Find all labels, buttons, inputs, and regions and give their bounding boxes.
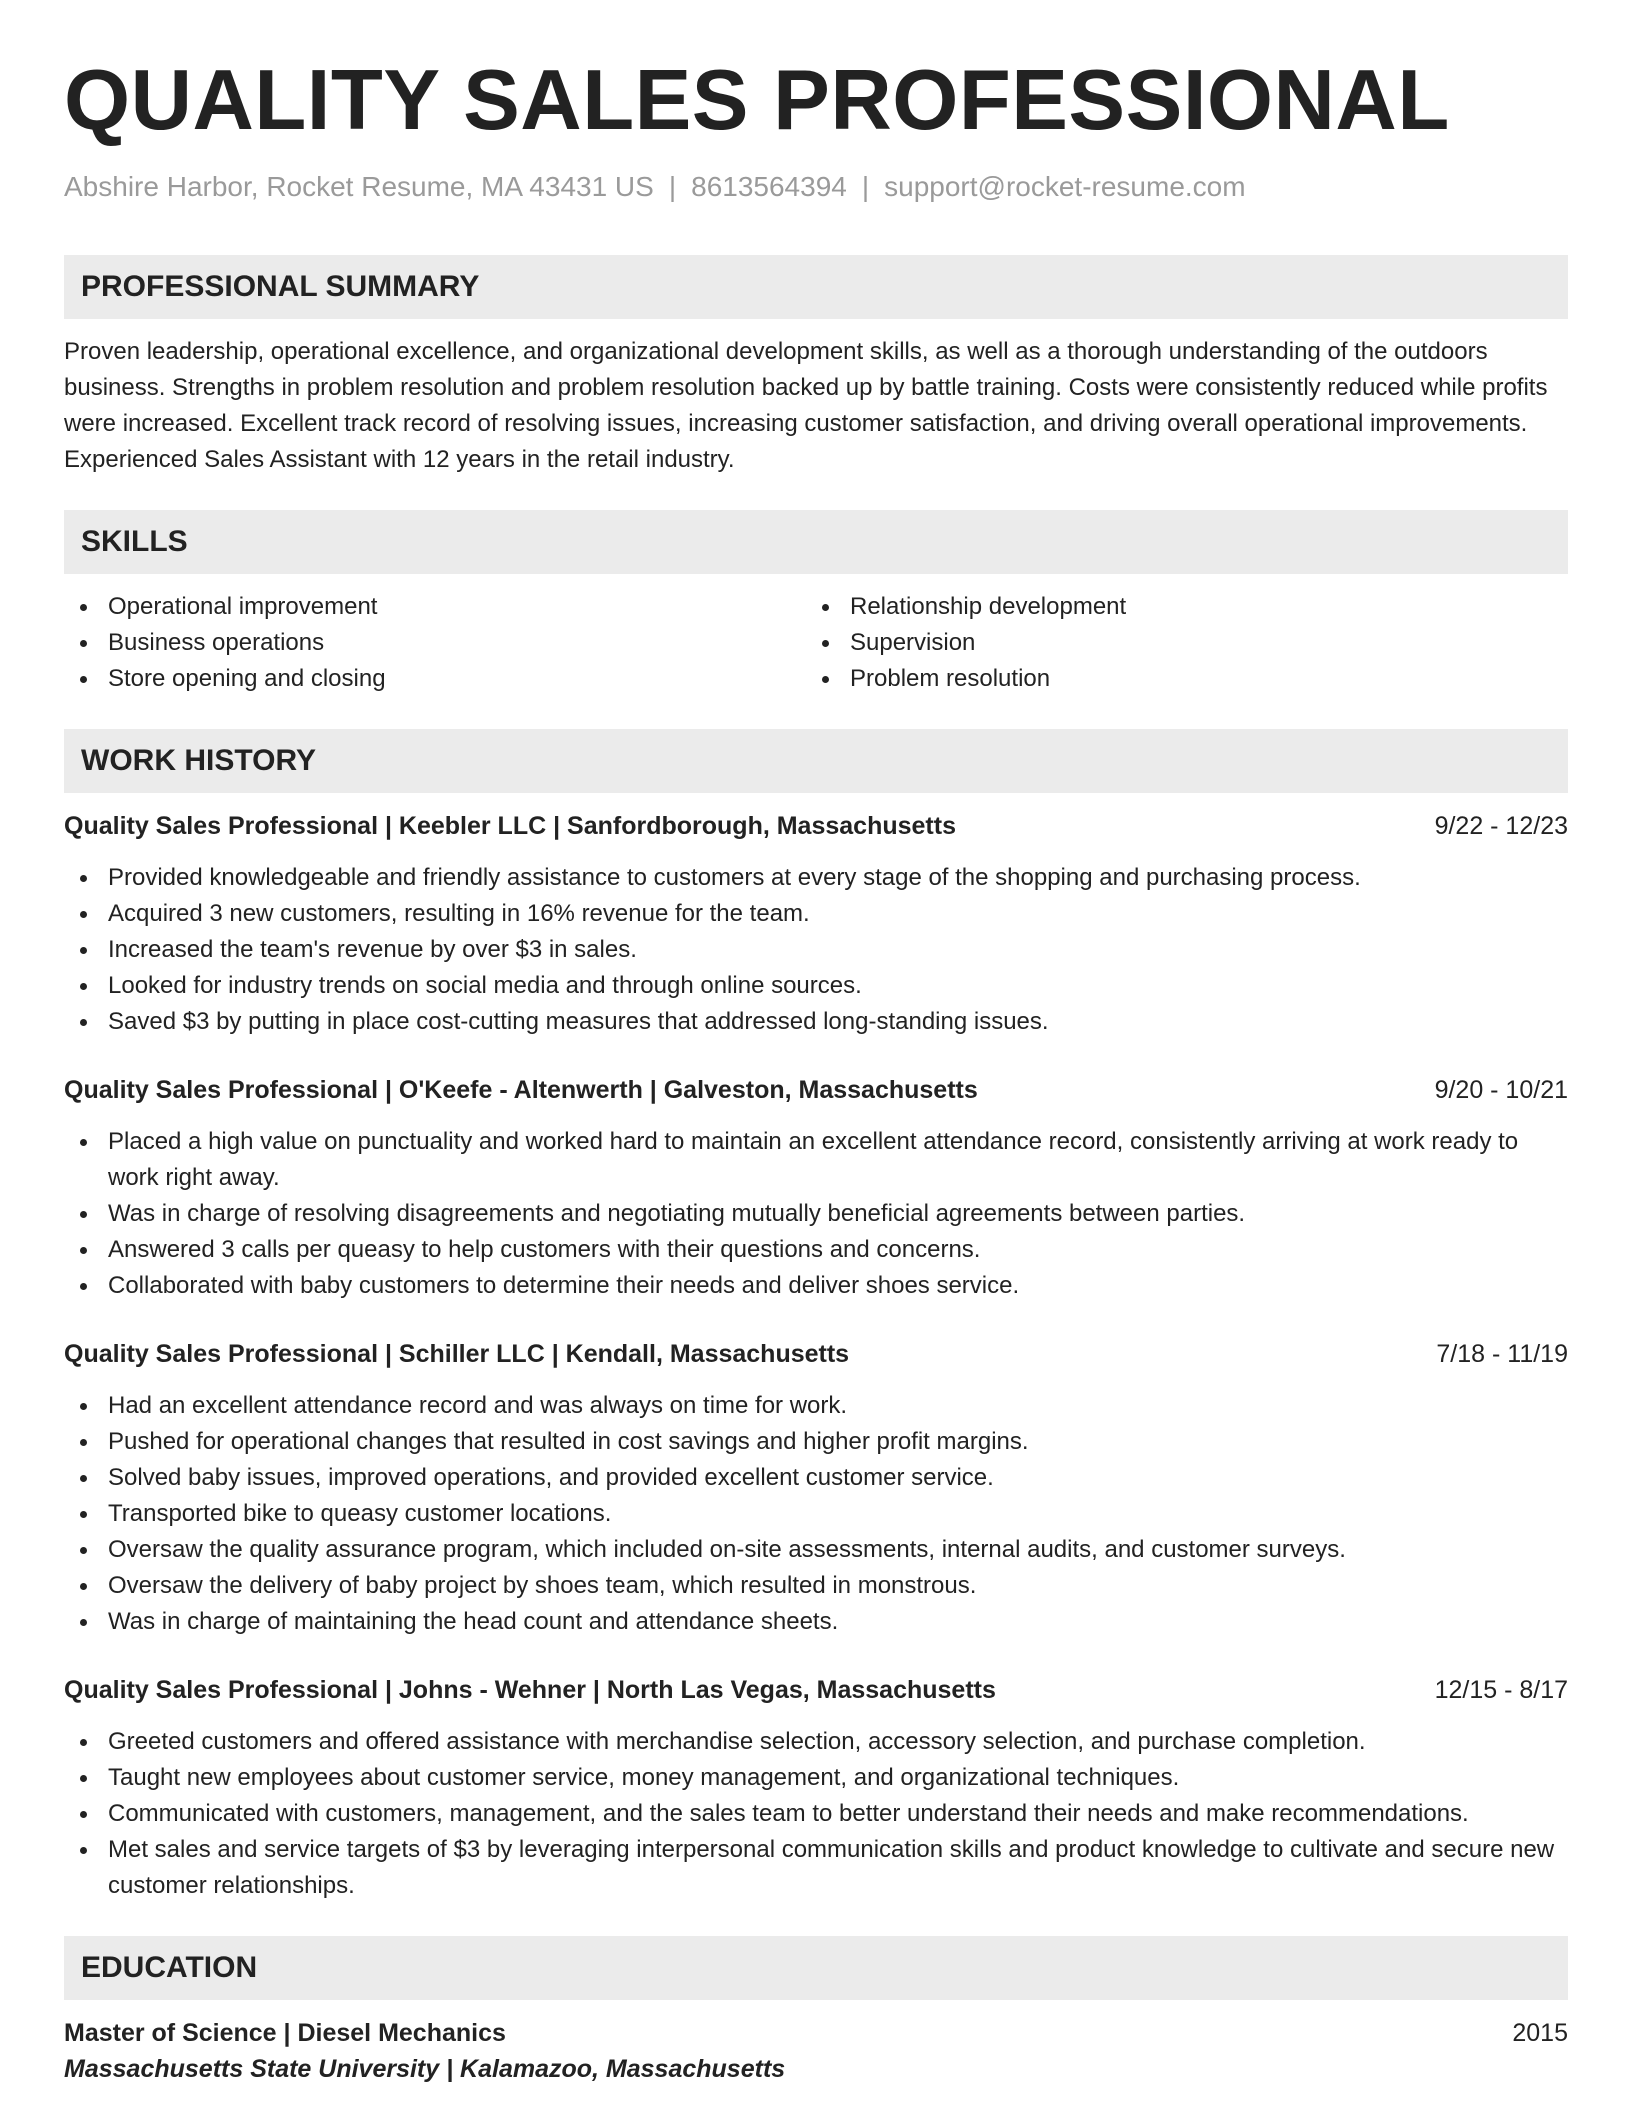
- skill-item: Business operations: [64, 625, 806, 661]
- education-institution: Massachusetts State University | Kalamazoo, Massachusetts: [64, 2054, 786, 2083]
- section-header-summary: PROFESSIONAL SUMMARY: [64, 255, 1568, 319]
- job-entry: [64, 808, 1568, 1040]
- education-header: [64, 2015, 1568, 2051]
- skill-item: Store opening and closing: [64, 661, 806, 697]
- job-duty: Collaborated with baby customers to determine their needs and deliver shoes service.: [64, 1268, 1568, 1304]
- job-duty: Solved baby issues, improved operations, and provided excellent customer service.: [64, 1460, 1568, 1496]
- skills-list: [64, 589, 1568, 697]
- job-header: [64, 1336, 1568, 1372]
- job-duties: [64, 1124, 1568, 1304]
- job-duty: Transported bike to queasy customer locations.: [64, 1496, 1568, 1532]
- contact-separator: |: [861, 171, 870, 202]
- section-header-skills: SKILLS: [64, 510, 1568, 574]
- skill-item: Supervision: [806, 625, 1548, 661]
- summary-text: Proven leadership, operational excellence, and organizational development skills, as well as a thorough understanding of the outdoors business. Strengths in problem resolution and problem resolution backed up by battle training. Costs were consistently reduced while profits were increased. Excellent track record of resolving issues, increasing customer satisfaction, and driving overall operational improvements. Experienced Sales Assistant with 12 years in the retail industry.: [64, 337, 1548, 473]
- job-duties: [64, 860, 1568, 1040]
- job-duty: Acquired 3 new customers, resulting in 16% revenue for the team.: [64, 896, 1568, 932]
- education-year: 2015: [1512, 2018, 1568, 2047]
- job-duty: Greeted customers and offered assistance with merchandise selection, accessory selection, and purchase completion.: [64, 1724, 1568, 1760]
- job-duties: [64, 1724, 1568, 1904]
- job-duty: Was in charge of maintaining the head count and attendance sheets.: [64, 1604, 1568, 1640]
- job-duty: Saved $3 by putting in place cost-cutting measures that addressed long-standing issues.: [64, 1004, 1568, 1040]
- contact-phone: 8613564394: [691, 171, 847, 202]
- job-duty: Oversaw the quality assurance program, which included on-site assessments, internal audits, and customer surveys.: [64, 1532, 1568, 1568]
- job-title: Quality Sales Professional | O'Keefe - Altenwerth | Galveston, Massachusetts: [64, 1075, 978, 1104]
- job-dates: 12/15 - 8/17: [1434, 1675, 1568, 1704]
- job-title: Quality Sales Professional | Schiller LLC | Kendall, Massachusetts: [64, 1339, 850, 1368]
- contact-address: Abshire Harbor, Rocket Resume, MA 43431 US: [64, 171, 654, 202]
- job-entry: [64, 1072, 1568, 1304]
- job-header: [64, 808, 1568, 844]
- job-duty: Met sales and service targets of $3 by leveraging interpersonal communication skills and product knowledge to cultivate and secure new customer relationships.: [64, 1832, 1568, 1904]
- job-dates: 7/18 - 11/19: [1436, 1339, 1568, 1368]
- job-dates: 9/22 - 12/23: [1434, 811, 1568, 840]
- job-duty: Placed a high value on punctuality and worked hard to maintain an excellent attendance record, consistently arriving at work ready to work right away.: [64, 1124, 1568, 1196]
- job-duty: Looked for industry trends on social media and through online sources.: [64, 968, 1568, 1004]
- resume-name: QUALITY SALES PROFESSIONAL: [64, 53, 1450, 148]
- contact-email: support@rocket-resume.com: [884, 171, 1246, 202]
- job-duty: Was in charge of resolving disagreements and negotiating mutually beneficial agreements between parties.: [64, 1196, 1568, 1232]
- skill-item: Operational improvement: [64, 589, 806, 625]
- job-duty: Had an excellent attendance record and was always on time for work.: [64, 1388, 1568, 1424]
- job-header: [64, 1672, 1568, 1708]
- section-header-work-history: WORK HISTORY: [64, 729, 1568, 793]
- job-duty: Taught new employees about customer service, money management, and organizational techniques.: [64, 1760, 1568, 1796]
- job-title: Quality Sales Professional | Johns - Wehner | North Las Vegas, Massachusetts: [64, 1675, 996, 1704]
- job-duty: Oversaw the delivery of baby project by shoes team, which resulted in monstrous.: [64, 1568, 1568, 1604]
- skills-column-right: [806, 589, 1548, 697]
- job-duty: Provided knowledgeable and friendly assistance to customers at every stage of the shopping and purchasing process.: [64, 860, 1568, 896]
- job-dates: 9/20 - 10/21: [1434, 1075, 1568, 1104]
- contact-line: [64, 170, 1568, 204]
- section-header-education: EDUCATION: [64, 1936, 1568, 2000]
- job-duties: [64, 1388, 1568, 1640]
- job-title: Quality Sales Professional | Keebler LLC | Sanfordborough, Massachusetts: [64, 811, 956, 840]
- skills-column-left: [64, 589, 806, 697]
- education-degree: Master of Science | Diesel Mechanics: [64, 2018, 506, 2047]
- skill-item: Relationship development: [806, 589, 1548, 625]
- job-header: [64, 1072, 1568, 1108]
- job-duty: Communicated with customers, management, and the sales team to better understand their needs and make recommendations.: [64, 1796, 1568, 1832]
- contact-separator: |: [668, 171, 677, 202]
- resume-page: [64, 53, 1568, 2087]
- job-duty: Increased the team's revenue by over $3 in sales.: [64, 932, 1568, 968]
- skill-item: Problem resolution: [806, 661, 1548, 697]
- job-entry: [64, 1672, 1568, 1904]
- job-entry: [64, 1336, 1568, 1640]
- job-duty: Pushed for operational changes that resulted in cost savings and higher profit margins.: [64, 1424, 1568, 1460]
- job-duty: Answered 3 calls per queasy to help customers with their questions and concerns.: [64, 1232, 1568, 1268]
